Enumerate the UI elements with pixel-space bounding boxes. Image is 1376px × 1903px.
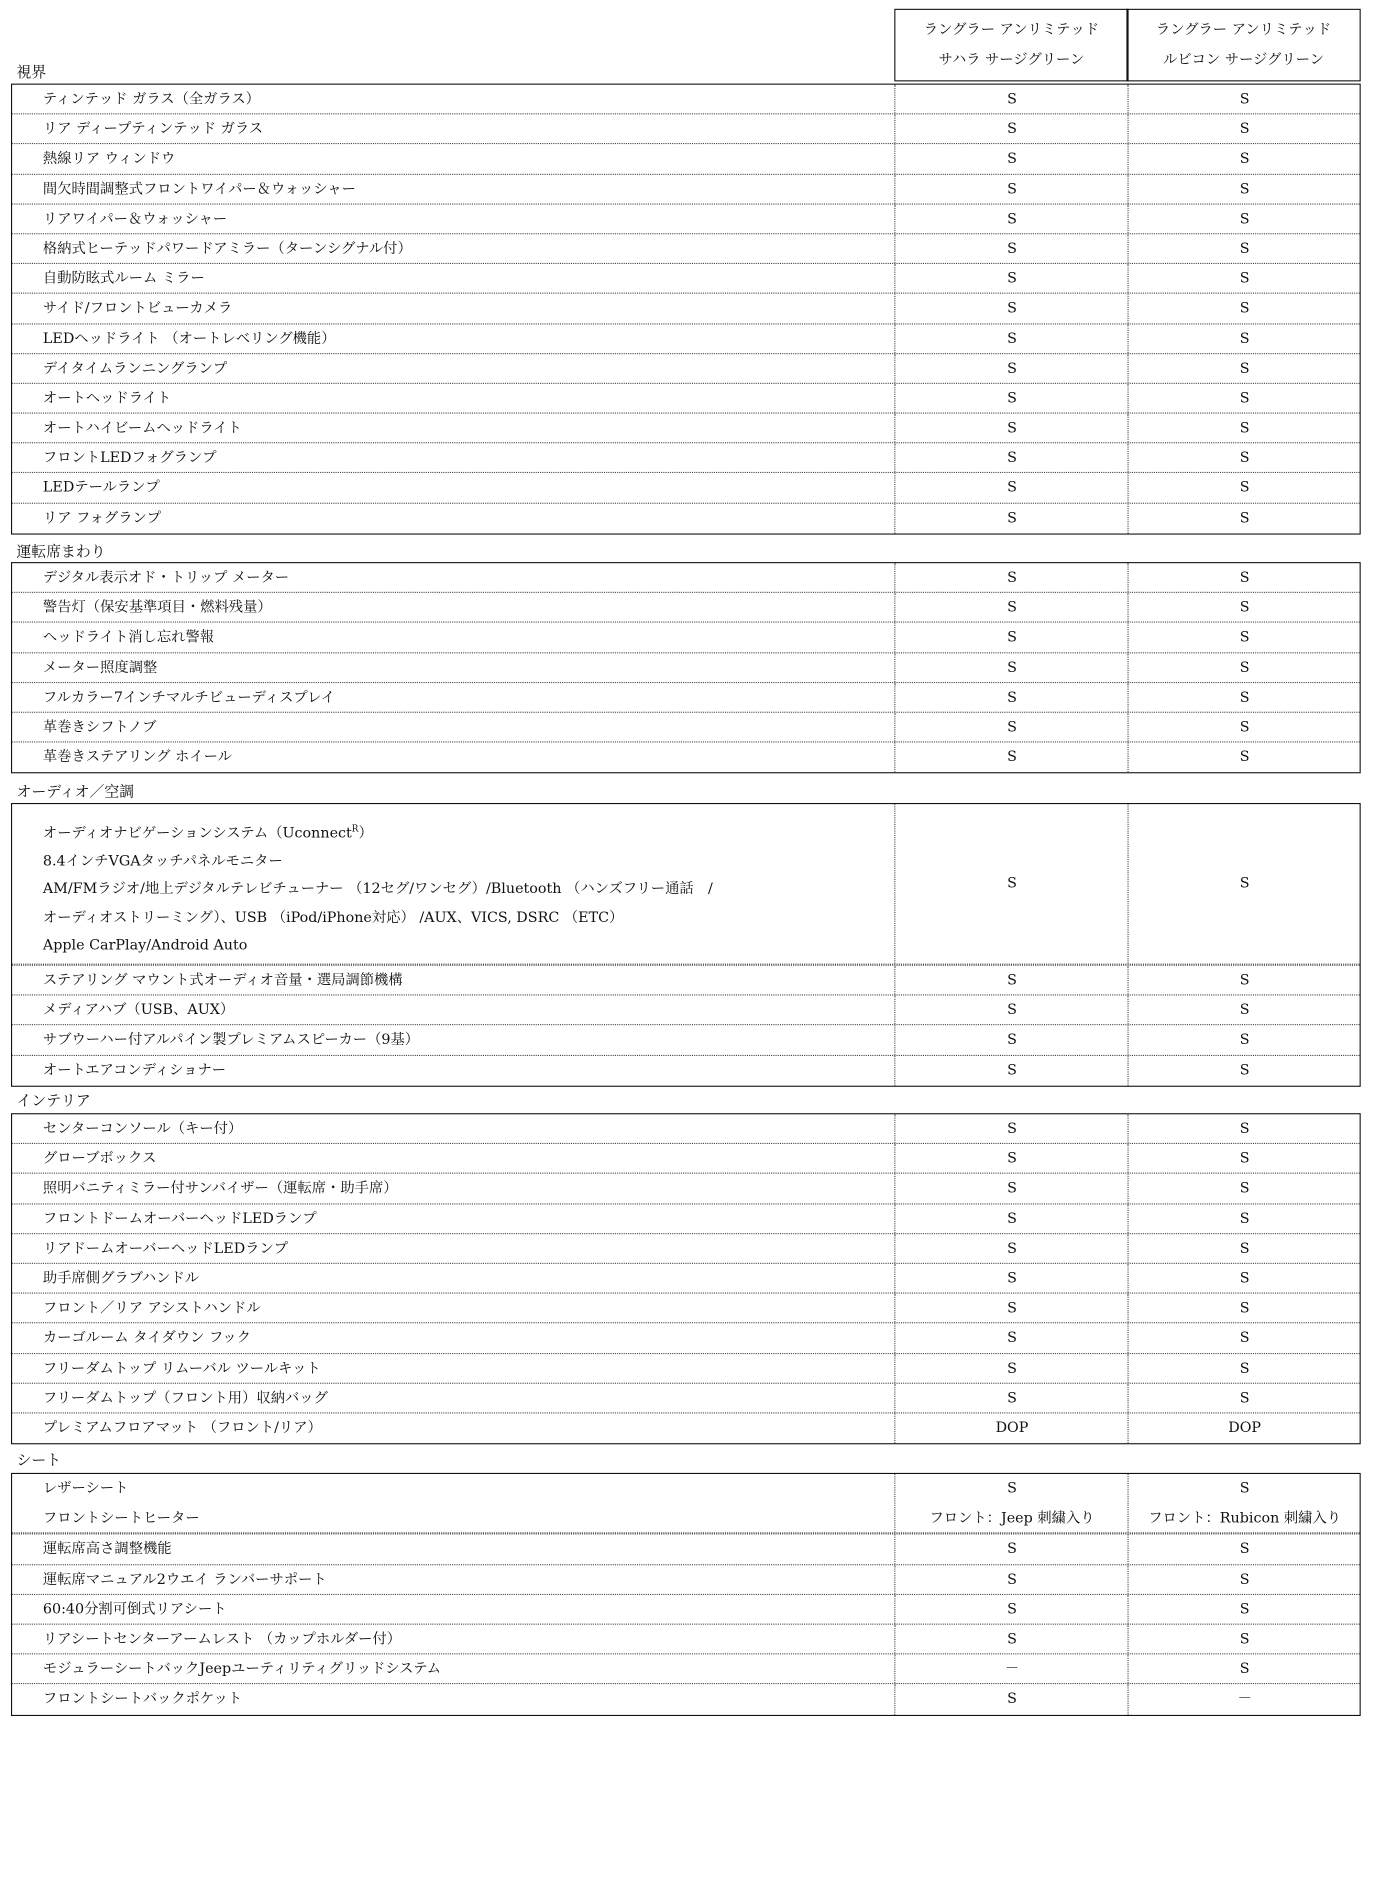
value-rubicon: S [1128, 204, 1361, 233]
value-rubicon: S [1128, 1174, 1361, 1203]
value-rubicon: S [1128, 1026, 1361, 1055]
value-sahara: S [894, 966, 1128, 995]
value-rubicon: S [1128, 145, 1361, 174]
row-label: ステアリング マウント式オーディオ音量・選局調節機構 [42, 972, 403, 989]
row-label: 60:40分割可倒式リアシート [42, 1601, 227, 1618]
value-sahara: S [894, 1204, 1128, 1233]
value-rubicon: S [1128, 414, 1361, 443]
value-rubicon: S [1128, 1234, 1361, 1263]
table-row [12, 683, 1360, 713]
table-row [12, 743, 1360, 773]
value-sahara: S [894, 204, 1128, 233]
row-label: LEDヘッドライト （オートレベリング機能） [42, 330, 336, 348]
audio-line-4: オーディオストリーミング）、USB （iPod/iPhone対応） /AUX、VICS, DSRC （ETC） [42, 909, 624, 927]
value-rubicon: S [1128, 996, 1361, 1025]
value-sahara: S [894, 1684, 1128, 1714]
table-row [12, 115, 1360, 145]
audio-rows [12, 965, 1360, 1086]
row-label: グローブボックス [42, 1150, 157, 1168]
row-label [43, 815, 857, 960]
value-rubicon: S [1128, 743, 1361, 773]
value-sahara: S [894, 115, 1128, 144]
value-sahara: S [894, 683, 1128, 712]
value-rubicon: S [1128, 1324, 1361, 1353]
row-label: デイタイムランニングランプ [42, 360, 228, 377]
section-table-visibility [11, 84, 1361, 535]
audio-line-2: 8.4インチVGAタッチパネルモニター [42, 853, 283, 870]
value-rubicon: S [1128, 473, 1361, 502]
section-table-seats [11, 1473, 1361, 1716]
value-rubicon: S [1128, 354, 1361, 383]
value-rubicon: S [1128, 593, 1361, 622]
value-sahara: S [894, 1294, 1128, 1323]
seat-rows [12, 1534, 1360, 1715]
value-rubicon: S [1128, 503, 1361, 533]
row-label: リア ディープティンテッド ガラス [42, 121, 264, 138]
table-row [12, 623, 1360, 653]
value-sahara: S [894, 414, 1128, 443]
value-rubicon: S [1128, 683, 1361, 712]
column-header-row [11, 9, 1361, 84]
value-rubicon: S [1128, 713, 1361, 742]
value-sahara: S [894, 1383, 1128, 1412]
table-row [12, 1413, 1360, 1443]
section-title-visibility: 視界 [16, 63, 47, 82]
row-label: 革巻きシフトノブ [42, 719, 157, 736]
table-row [12, 593, 1360, 623]
value-sahara: S [894, 174, 1128, 203]
table-row [12, 1383, 1360, 1413]
row-label: 運転席マニュアル2ウエイ ランバーサポート [42, 1571, 327, 1588]
table-row [12, 354, 1360, 384]
value-sahara: S [894, 1144, 1128, 1173]
value-sahara: S [894, 444, 1128, 473]
row-label: フロントドームオーバーヘッドLEDランプ [42, 1210, 317, 1228]
section-title-seats: シート [16, 1452, 62, 1470]
value-sahara: S [894, 1056, 1128, 1086]
value-sahara: S [894, 264, 1128, 293]
table-row [12, 1595, 1360, 1625]
table-row [12, 444, 1360, 474]
table-row [12, 563, 1360, 593]
table-row [12, 1204, 1360, 1234]
value-sahara: S [894, 473, 1128, 502]
value-sahara: S [894, 354, 1128, 383]
table-row [12, 966, 1360, 996]
row-label-leather: レザーシート [42, 1480, 129, 1498]
value-rubicon: S [1128, 1354, 1361, 1383]
value-rubicon: S [1128, 1294, 1361, 1323]
value-rubicon: S [1128, 1383, 1361, 1412]
value-rubicon: S [1128, 174, 1361, 203]
table-row [12, 1535, 1360, 1565]
value-sahara: S [894, 1625, 1128, 1654]
value-sahara: S [894, 384, 1128, 413]
table-row [12, 1114, 1360, 1144]
value-rubicon: S [1128, 1056, 1361, 1086]
row-label: メディアハブ（USB、AUX） [42, 1002, 235, 1019]
row-label-heater: フロントシートヒーター [42, 1510, 200, 1527]
value-sahara: S [894, 1026, 1128, 1055]
row-label: 格納式ヒーテッドパワードアミラー（ターンシグナル付） [42, 240, 412, 258]
value-rubicon: S [1128, 1144, 1361, 1173]
column-header-sahara [894, 9, 1128, 82]
value-sahara: DOP [894, 1413, 1128, 1443]
value-rubicon: S [1128, 85, 1361, 114]
row-label: オートエアコンディショナー [42, 1062, 227, 1079]
value-rubicon: S [1128, 115, 1361, 144]
table-row [12, 996, 1360, 1026]
section-title-audio: オーディオ／空調 [16, 783, 135, 801]
section-table-interior [11, 1113, 1361, 1444]
value-rubicon-leather: S [1239, 1480, 1250, 1498]
row-label: オートヘッドライト [42, 390, 172, 407]
table-row [12, 204, 1360, 234]
value-sahara-leather: S [1007, 1480, 1017, 1498]
table-row [12, 713, 1360, 743]
value-sahara: S [894, 653, 1128, 682]
value-rubicon: DOP [1128, 1413, 1361, 1443]
value-rubicon: S [1128, 1565, 1361, 1594]
section-title-interior: インテリア [16, 1092, 91, 1110]
row-label: オートハイビームヘッドライト [42, 420, 242, 437]
column-header-rubicon [1126, 9, 1360, 82]
value-rubicon: S [1128, 653, 1361, 682]
table-row-audio-navigation [12, 804, 1360, 965]
table-row [12, 264, 1360, 294]
table-row [12, 653, 1360, 683]
value-rubicon: S [1128, 384, 1361, 413]
value-sahara: S [894, 804, 1128, 964]
row-label: 運転席高さ調整機能 [42, 1541, 172, 1559]
row-label: サブウーハー付アルパイン製プレミアムスピーカー（9基） [42, 1032, 420, 1049]
row-label: リア フォグランプ [42, 509, 162, 527]
value-sahara [894, 1474, 1128, 1533]
value-sahara: S [894, 1324, 1128, 1353]
value-sahara: S [894, 1174, 1128, 1203]
column-header-sahara-line1: ラングラー アンリミテッド [923, 22, 1100, 39]
column-header-rubicon-line2: ルビコン サージグリーン [1163, 51, 1325, 69]
value-sahara: S [894, 996, 1128, 1025]
row-label: 熱線リア ウィンドウ [42, 151, 176, 168]
value-sahara: S [894, 1264, 1128, 1293]
row-label: フリーダムトップ リムーバル ツールキット [42, 1360, 321, 1377]
row-label: リアシートセンターアームレスト （カップホルダー付） [42, 1631, 402, 1648]
value-rubicon [1128, 1474, 1361, 1533]
value-rubicon: S [1128, 234, 1361, 263]
table-row [12, 85, 1360, 115]
table-row [12, 1026, 1360, 1056]
value-sahara: S [894, 324, 1128, 353]
row-label: 助手席側グラブハンドル [42, 1270, 200, 1287]
value-rubicon: S [1128, 264, 1361, 293]
table-row [12, 1056, 1360, 1086]
value-rubicon: S [1128, 444, 1361, 473]
value-sahara: S [894, 713, 1128, 742]
row-label: フロント／リア アシストハンドル [42, 1300, 261, 1317]
table-row [12, 324, 1360, 354]
row-label: モジュラーシートバックJeepユーティリティグリッドシステム [42, 1661, 442, 1678]
value-sahara: S [894, 563, 1128, 592]
value-sahara: S [894, 1354, 1128, 1383]
table-row [12, 1144, 1360, 1174]
table-row [12, 294, 1360, 324]
row-label: リアワイパー＆ウォッシャー [42, 210, 228, 228]
value-rubicon: S [1128, 966, 1361, 995]
value-sahara: S [894, 145, 1128, 174]
row-label: 警告灯（保安基準項目・燃料残量） [42, 599, 272, 617]
table-row [12, 1354, 1360, 1384]
value-rubicon: S [1128, 623, 1361, 652]
table-row [12, 174, 1360, 204]
row-label: リアドームオーバーヘッドLEDランプ [42, 1240, 289, 1258]
section-title-driver: 運転席まわり [16, 543, 106, 561]
value-rubicon: S [1128, 1655, 1361, 1684]
value-sahara: S [894, 1535, 1128, 1564]
value-rubicon-heater: フロント：Rubicon 刺繍入り [1148, 1510, 1342, 1527]
table-row [12, 1264, 1360, 1294]
value-sahara: S [894, 593, 1128, 622]
table-row [12, 1324, 1360, 1354]
value-rubicon: S [1128, 804, 1361, 964]
value-rubicon: S [1128, 1625, 1361, 1654]
row-label: フルカラー7インチマルチビューディスプレイ [42, 689, 336, 706]
table-row [12, 503, 1360, 533]
value-sahara: S [894, 234, 1128, 263]
value-rubicon: S [1128, 1595, 1361, 1624]
row-label: メーター照度調整 [42, 659, 158, 677]
table-row [12, 1234, 1360, 1264]
row-label: デジタル表示オド・トリップ メーター [42, 569, 290, 587]
row-label: フロントLEDフォグランプ [42, 450, 217, 467]
row-label: カーゴルーム タイダウン フック [42, 1330, 251, 1347]
table-row [12, 1565, 1360, 1595]
value-sahara: S [894, 1565, 1128, 1594]
table-row [12, 384, 1360, 414]
value-sahara: － [894, 1655, 1128, 1684]
value-sahara: S [894, 1595, 1128, 1624]
value-sahara: S [894, 623, 1128, 652]
value-rubicon: S [1128, 294, 1361, 323]
row-label: サイド/フロントビューカメラ [42, 300, 233, 318]
table-row [12, 1174, 1360, 1204]
audio-line-1: オーディオナビゲーションシステム（Uconnect$^R$） [42, 823, 373, 842]
value-sahara: S [894, 1114, 1128, 1143]
value-rubicon: S [1128, 1204, 1361, 1233]
table-row-leather-heater [12, 1474, 1360, 1534]
value-sahara: S [894, 1234, 1128, 1263]
table-row [12, 473, 1360, 503]
value-rubicon: － [1128, 1684, 1361, 1714]
value-rubicon: S [1128, 324, 1361, 353]
row-label: LEDテールランプ [42, 480, 160, 497]
row-label: ティンテッド ガラス（全ガラス） [42, 91, 260, 108]
table-row [12, 145, 1360, 175]
row-label: 革巻きステアリング ホイール [42, 749, 232, 766]
section-table-driver [11, 562, 1361, 774]
audio-line-5: Apple CarPlay/Android Auto [42, 937, 248, 955]
table-row [12, 1625, 1360, 1655]
table-row [12, 1294, 1360, 1324]
row-label: 間欠時間調整式フロントワイパー＆ウォッシャー [42, 181, 356, 198]
value-sahara-heater: フロント：Jeep 刺繍入り [929, 1510, 1095, 1527]
value-sahara: S [894, 294, 1128, 323]
value-sahara: S [894, 743, 1128, 773]
column-header-sahara-line2: サハラ サージグリーン [938, 51, 1085, 69]
table-row [12, 1655, 1360, 1685]
value-rubicon: S [1128, 1264, 1361, 1293]
value-rubicon: S [1128, 563, 1361, 592]
row-label: ヘッドライト消し忘れ警報 [42, 629, 215, 647]
value-rubicon: S [1128, 1535, 1361, 1564]
row-label: 自動防眩式ルーム ミラー [42, 270, 205, 288]
row-label: フリーダムトップ（フロント用）収納バッグ [42, 1390, 328, 1407]
section-table-audio [11, 803, 1361, 1087]
column-header-rubicon-line1: ラングラー アンリミテッド [1155, 22, 1332, 39]
table-row [12, 1684, 1360, 1714]
table-row [12, 234, 1360, 264]
row-label: センターコンソール（キー付） [42, 1120, 243, 1138]
value-sahara: S [894, 85, 1128, 114]
table-row [12, 414, 1360, 444]
value-sahara: S [894, 503, 1128, 533]
row-label: フロントシートバックポケット [42, 1691, 243, 1708]
audio-line-3: AM/FMラジオ/地上デジタルテレビチューナー （12セグ/ワンセグ）/Bluetooth （ハンズフリー通話 / [42, 881, 713, 898]
value-rubicon: S [1128, 1114, 1361, 1143]
row-label: 照明バニティミラー付サンバイザー（運転席・助手席） [42, 1180, 398, 1198]
row-label: プレミアムフロアマット （フロント/リア） [42, 1419, 322, 1437]
